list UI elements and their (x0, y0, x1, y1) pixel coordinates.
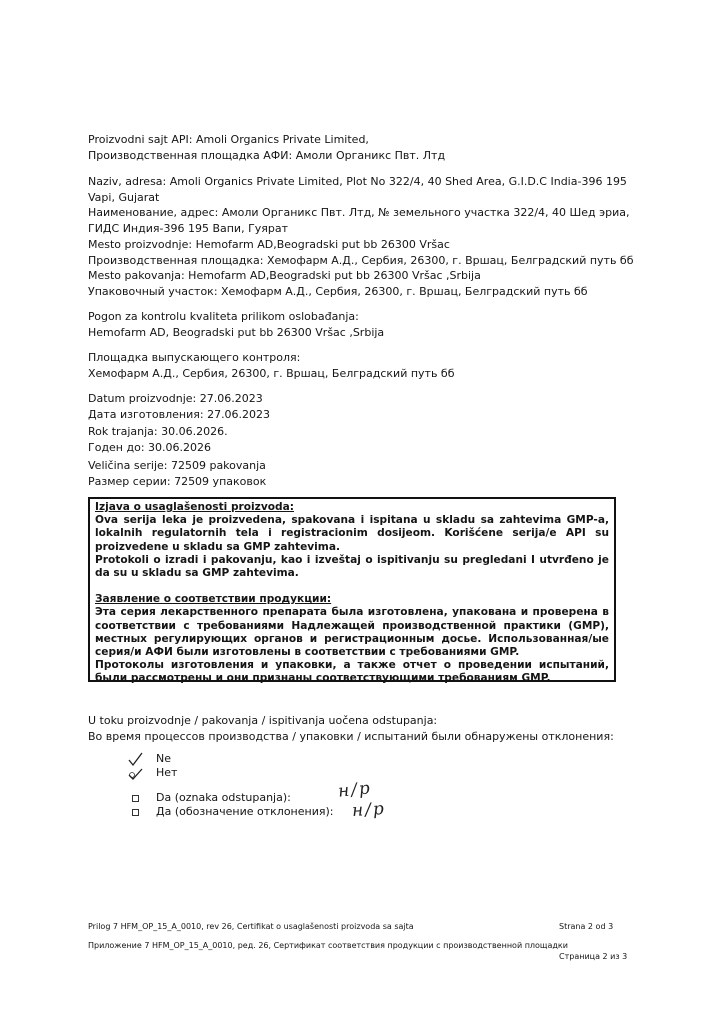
check-mark-icon (128, 752, 142, 766)
api-site-ru: Производственная площадка АФИ: Амоли Органикс Пвт. Лтд (88, 148, 446, 162)
declaration-text-ru-2: Протоколы изготовления и упаковки, а также отчет о проведении испытаний, были рассмотрены и они признаны соответствующими требованиям GMP. (95, 659, 609, 685)
production-date-block (88, 391, 648, 422)
declaration-text-ru-1: Эта серия лекарственного препарата была изготовлена, упакована и проверена в соответствии с требованиями Надлежащей производственной практики (GMP), местных регулирующих органов и регистрационным досье. Использованная/ые серия/и АФИ были изготовлены в соответствии с требованиями GMP. (95, 606, 609, 659)
option-no-ru-label: Нет (156, 766, 178, 779)
release-site-address: Хемофарм А.Д., Сербия, 26300, г. Вршац, Белградский путь бб (88, 366, 455, 380)
expiry-block (88, 424, 648, 455)
handwritten-note: н/р (337, 778, 373, 802)
option-yes[interactable] (128, 791, 291, 805)
api-site-sr: Proizvodni sajt API: Amoli Organics Private Limited, (88, 133, 369, 146)
compliance-declaration-box (88, 497, 616, 685)
option-no[interactable] (128, 752, 171, 766)
packaging-site-block (88, 268, 648, 299)
packaging-site-sr: Mesto pakovanja: Hemofarm AD,Beogradski put bb 26300 Vršac ,Srbija (88, 269, 481, 282)
manufacturing-site-block (88, 237, 648, 268)
declaration-heading-sr: Izjava o usaglašenosti proizvoda: (95, 501, 294, 513)
footer-reference-ru: Приложение 7 HFM_OP_15_A_0010, ред. 26, Сертификат соответствия продукции с производственной площадки (88, 941, 568, 950)
packaging-site-ru: Упаковочный участок: Хемофарм А.Д., Сербия, 26300, г. Вршац, Белградский путь бб (88, 284, 588, 298)
declaration-text-sr-2: Protokoli o izradi i pakovanju, kao i izveštaj o ispitivanju su pregledani I utvrđeno je da su u skladu sa GMP zahtevima. (95, 553, 609, 580)
expiry-sr: Rok trajanja: 30.06.2026. (88, 425, 228, 438)
declaration-text-sr-1: Ova serija leka je proizvedena, spakovana i ispitana u skladu sa zahtevima GMP-a, lokalnih regulatornih tela i registracionim dosijeom. Korišćene serija/e API su proizvedene u skladu sa GMP zahtevima. (95, 514, 609, 553)
declaration-heading-ru: Заявление о соответствии продукции: (95, 593, 332, 606)
qc-site-address: Hemofarm AD, Beogradski put bb 26300 Vršac ,Srbija (88, 325, 385, 339)
production-date-sr: Datum proizvodnje: 27.06.2023 (88, 392, 263, 405)
footer-reference-sr: Prilog 7 HFM_OP_15_A_0010, rev 26, Certifikat o usaglašenosti proizvoda sa sajta (88, 922, 414, 931)
manufacturing-site-sr: Mesto proizvodnje: Hemofarm AD,Beogradski put bb 26300 Vršac (88, 238, 450, 251)
qc-site-block (88, 309, 648, 340)
option-yes-ru[interactable] (128, 805, 333, 819)
batch-size-block (88, 458, 648, 489)
checkbox-icon (132, 795, 139, 802)
deviations-question-sr: U toku proizvodnje / pakovanja / ispitivanja uočena odstupanja: (88, 714, 438, 727)
release-site-block (88, 350, 648, 381)
expiry-ru: Годен до: 30.06.2026 (88, 440, 212, 454)
manufacturing-site-ru: Производственная площадка: Хемофарм А.Д., Сербия, 26300, г. Вршац, Белградский путь бб (88, 253, 634, 267)
option-no-label: Ne (156, 752, 171, 765)
name-address-ru: Наименование, адрес: Амоли Органикс Пвт. Лтд, № земельного участка 322/4, 40 Шед эриа, ГИДС Индия-396 195 Вапи, Гуярат (88, 206, 630, 235)
checkbox-icon (132, 809, 139, 816)
qc-site-label: Pogon za kontrolu kvaliteta prilikom oslobađanja: (88, 310, 359, 323)
page-number-ru: Страница 2 из 3 (559, 952, 628, 961)
api-site-block (88, 132, 648, 163)
check-mark-icon (128, 766, 142, 780)
option-no-ru[interactable] (128, 766, 177, 780)
deviations-question (88, 713, 614, 744)
batch-size-sr: Veličina serije: 72509 pakovanja (88, 459, 266, 472)
deviations-question-ru: Во время процессов производства / упаковки / испытаний были обнаружены отклонения: (88, 729, 614, 743)
batch-size-ru: Размер серии: 72509 упаковок (88, 474, 267, 488)
release-site-label: Площадка выпускающего контроля: (88, 351, 301, 364)
option-yes-ru-label: Да (обозначение отклонения): (156, 805, 334, 818)
option-yes-label: Da (oznaka odstupanja): (156, 791, 291, 804)
handwritten-note: н/р (351, 798, 387, 822)
page-number-sr: Strana 2 od 3 (559, 922, 614, 931)
name-address-sr: Naziv, adresa: Amoli Organics Private Limited, Plot No 322/4, 40 Shed Area, G.I.D.C India-396 195 Vapi, Gujarat (88, 175, 627, 204)
production-date-ru: Дата изготовления: 27.06.2023 (88, 407, 271, 421)
name-address-block (88, 174, 653, 236)
